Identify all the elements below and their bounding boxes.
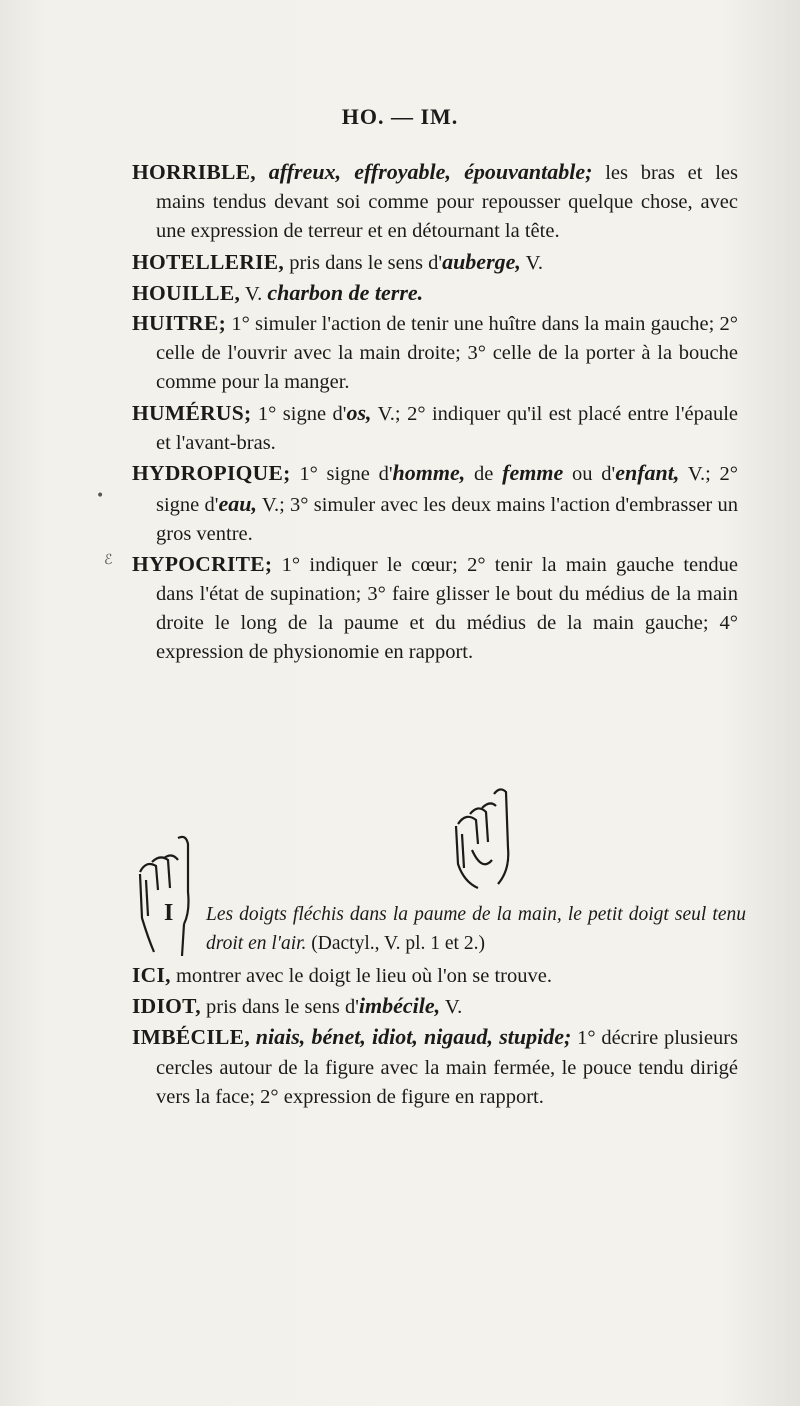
headword: IMBÉCILE, <box>132 1025 250 1050</box>
right-hand-pinky-icon <box>448 784 524 892</box>
entry-horrible <box>132 157 738 247</box>
entry-hotellerie <box>132 247 738 278</box>
headword: HOUILLE, <box>132 280 241 305</box>
entry-idiot <box>132 991 738 1022</box>
figure-caption <box>206 900 746 958</box>
running-header: HO. — IM. <box>341 104 459 129</box>
headword: HYDROPIQUE; <box>132 461 291 486</box>
synonyms: os, <box>346 399 372 425</box>
headword: HORRIBLE, <box>132 160 256 184</box>
margin-mark: ℰ <box>104 552 113 568</box>
margin-mark: • <box>96 488 105 504</box>
entry-text: 1° signe d' <box>257 402 347 425</box>
entry-hypocrite <box>132 550 738 668</box>
caption-reference: (Dactyl., V. pl. 1 et 2.) <box>311 933 485 954</box>
entry-text: 1° signe d' <box>299 463 393 486</box>
figure-caption-row <box>132 900 752 960</box>
entry-hydropique <box>132 458 738 550</box>
entry-text: V.; 2° signe d' <box>156 463 739 517</box>
caption-italic: Les doigts fléchis dans la paume de la main, le petit doigt seul tenu droit en l'air. <box>206 904 746 954</box>
entry-text: 1° décrire plusieurs cercles autour de la figure avec la main fermée, le pouce tendu dirigé vers la face; 2° expression de figure en rapport. <box>156 1027 739 1108</box>
headword: HUMÉRUS; <box>132 400 252 425</box>
headword: HUITRE; <box>132 311 227 336</box>
synonyms: charbon de terre. <box>267 279 424 305</box>
entry-text: 1° indiquer le cœur; 2° tenir la main gauche tendue dans l'état de supination; 3° faire glisser le bout du médius de la main droite le long de la paume et du médius de la main gauche; 4° expression de physionomie en rapport. <box>156 553 738 664</box>
entry-text: V.; 3° simuler avec les deux mains l'action d'embrasser un gros ventre. <box>156 494 738 546</box>
synonyms: affreux, effroyable, épouvantable; <box>268 159 593 184</box>
synonyms: imbécile, <box>358 993 441 1019</box>
entry-text: pris dans le sens d' <box>289 251 443 274</box>
headword: HOTELLERIE, <box>132 249 285 274</box>
entries-bottom <box>132 961 738 1112</box>
entry-text: ou d' <box>572 463 616 486</box>
synonyms: auberge, <box>442 248 521 274</box>
headword: ICI, <box>132 963 171 987</box>
entry-text: montrer avec le doigt le lieu où l'on se trouve. <box>175 965 552 987</box>
entry-text: V.; 2° indiquer qu'il est placé entre l'épaule et l'avant-bras. <box>156 402 739 454</box>
synonyms: enfant, <box>615 460 680 486</box>
entry-text: V. <box>244 282 268 305</box>
entry-huitre <box>132 309 738 398</box>
entry-text: V. <box>525 251 543 274</box>
entry-humerus <box>132 398 738 458</box>
synonyms: homme, <box>392 460 466 486</box>
entry-text: 1° simuler l'action de tenir une huître dans la main gauche; 2° celle de l'ouvrir avec la main droite; 3° celle de la porter à la bouche comme pour la manger. <box>156 313 738 394</box>
entry-text: pris dans le sens d' <box>206 996 359 1019</box>
synonyms: femme <box>502 460 564 486</box>
headword: IDIOT, <box>132 994 201 1019</box>
entry-imbecile <box>132 1022 738 1112</box>
entry-houille <box>132 278 738 309</box>
entries-top <box>132 157 738 667</box>
synonyms: niais, bénet, idiot, nigaud, stupide; <box>255 1024 572 1050</box>
letter-label: I <box>164 900 174 926</box>
entry-text: de <box>474 463 494 486</box>
entry-text: V. <box>444 996 463 1019</box>
headword: HYPOCRITE; <box>132 551 273 576</box>
entry-ici <box>132 961 738 991</box>
entry-text: les bras et les mains tendus devant soi comme pour repousser quelque chose, avec une expression de terreur et en détournant la tête. <box>156 162 739 243</box>
synonyms: eau, <box>218 491 257 517</box>
